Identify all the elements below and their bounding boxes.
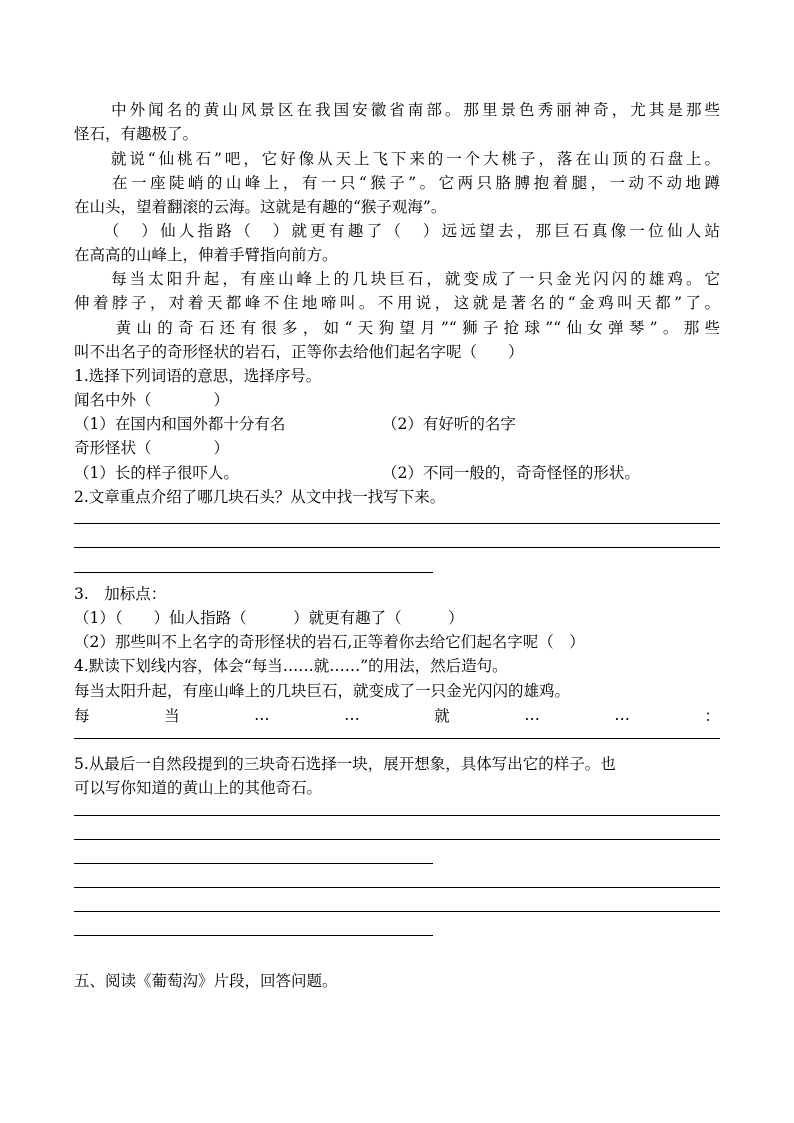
question-1-title: 1.选择下列词语的意思，选择序号。 <box>74 367 322 385</box>
answer-line <box>74 523 720 524</box>
answer-line <box>74 839 720 840</box>
passage-line: 伸着脖子，对着天都峰不住地啼叫。不用说，这就是著名的“金鸡叫天都”了。 <box>74 294 720 312</box>
passage-line: 中外闻名的黄山风景区在我国安徽省南部。那里景色秀丽神奇，尤其是那些 <box>74 101 720 119</box>
answer-line <box>74 911 720 912</box>
question-1-word-2-option-2: （2）不同一般的，奇奇怪怪的形状。 <box>382 464 640 482</box>
question-3-item-2: （2）那些叫不上名字的奇形怪状的岩石,正等着你去给它们起名字呢（ ） <box>74 633 585 651</box>
answer-line <box>74 738 720 739</box>
answer-line <box>74 935 433 936</box>
pattern-char: … <box>524 706 540 724</box>
pattern-char: … <box>614 706 630 724</box>
question-1-word-2-option-1: （1）长的样子很吓人。 <box>74 464 239 482</box>
pattern-char: 每 <box>74 707 90 725</box>
question-2-title: 2.文章重点介绍了哪几块石头？从文中找一找写下来。 <box>74 488 446 506</box>
question-5-title: 5.从最后一自然段提到的三块奇石选择一块，展开想象，具体写出它的样子。也 <box>74 755 616 773</box>
passage-line: 怪石，有趣极了。 <box>74 125 199 143</box>
answer-line <box>74 547 720 548</box>
answer-line <box>74 887 720 888</box>
question-1-word-1-option-1: （1）在国内和国外都十分有名 <box>74 415 286 433</box>
question-5-title-cont: 可以写你知道的黄山上的其他奇石。 <box>74 779 323 797</box>
sentence-pattern-row <box>74 703 720 727</box>
pattern-char: ： <box>704 707 720 725</box>
pattern-char: … <box>254 706 270 724</box>
answer-line <box>74 863 433 864</box>
passage-line: 在山头，望着翻滚的云海。这就是有趣的“猴子观海”。 <box>74 198 447 216</box>
passage-line: 在一座陡峭的山峰上，有一只“猴子”。它两只胳膊抱着腿，一动不动地蹲 <box>74 174 720 192</box>
question-4-example: 每当太阳升起，有座山峰上的几块巨石，就变成了一只金光闪闪的雄鸡。 <box>74 682 571 700</box>
pattern-char: … <box>344 706 360 724</box>
answer-line <box>74 815 720 816</box>
section-5-title: 五、阅读《葡萄沟》片段，回答问题。 <box>74 972 338 990</box>
question-3-item-1: （1）（ ）仙人指路（ ）就更有趣了（ ） <box>74 609 464 627</box>
question-1-word-2: 奇形怪状（ ） <box>74 439 230 457</box>
pattern-char: 当 <box>164 707 180 725</box>
answer-line <box>74 572 433 573</box>
question-4-title: 4.默读下划线内容，体会“每当……就……”的用法，然后造句。 <box>74 657 508 675</box>
passage-line: 就说“仙桃石”吧，它好像从天上飞下来的一个大桃子，落在山顶的石盘上。 <box>74 150 720 168</box>
passage-line: 在高高的山峰上，伸着手臂指向前方。 <box>74 246 338 264</box>
passage-line: 每当太阳升起，有座山峰上的几块巨石，就变成了一只金光闪闪的雄鸡。它 <box>74 270 720 288</box>
passage-line: 叫不出名子的奇形怪状的岩石，正等你去给他们起名字呢（ ） <box>74 343 524 361</box>
question-3-title: 3. 加标点： <box>74 585 167 603</box>
passage-line: 黄山的奇石还有很多，如“天狗望月”“狮子抢球”“仙女弹琴”。那些 <box>74 319 720 337</box>
question-1-word-1-option-2: （2）有好听的名字 <box>382 415 516 433</box>
pattern-char: 就 <box>434 707 450 725</box>
question-1-word-1: 闻名中外（ ） <box>74 391 230 409</box>
passage-line: （ ）仙人指路（ ）就更有趣了（ ）远远望去，那巨石真像一位仙人站 <box>74 222 720 240</box>
